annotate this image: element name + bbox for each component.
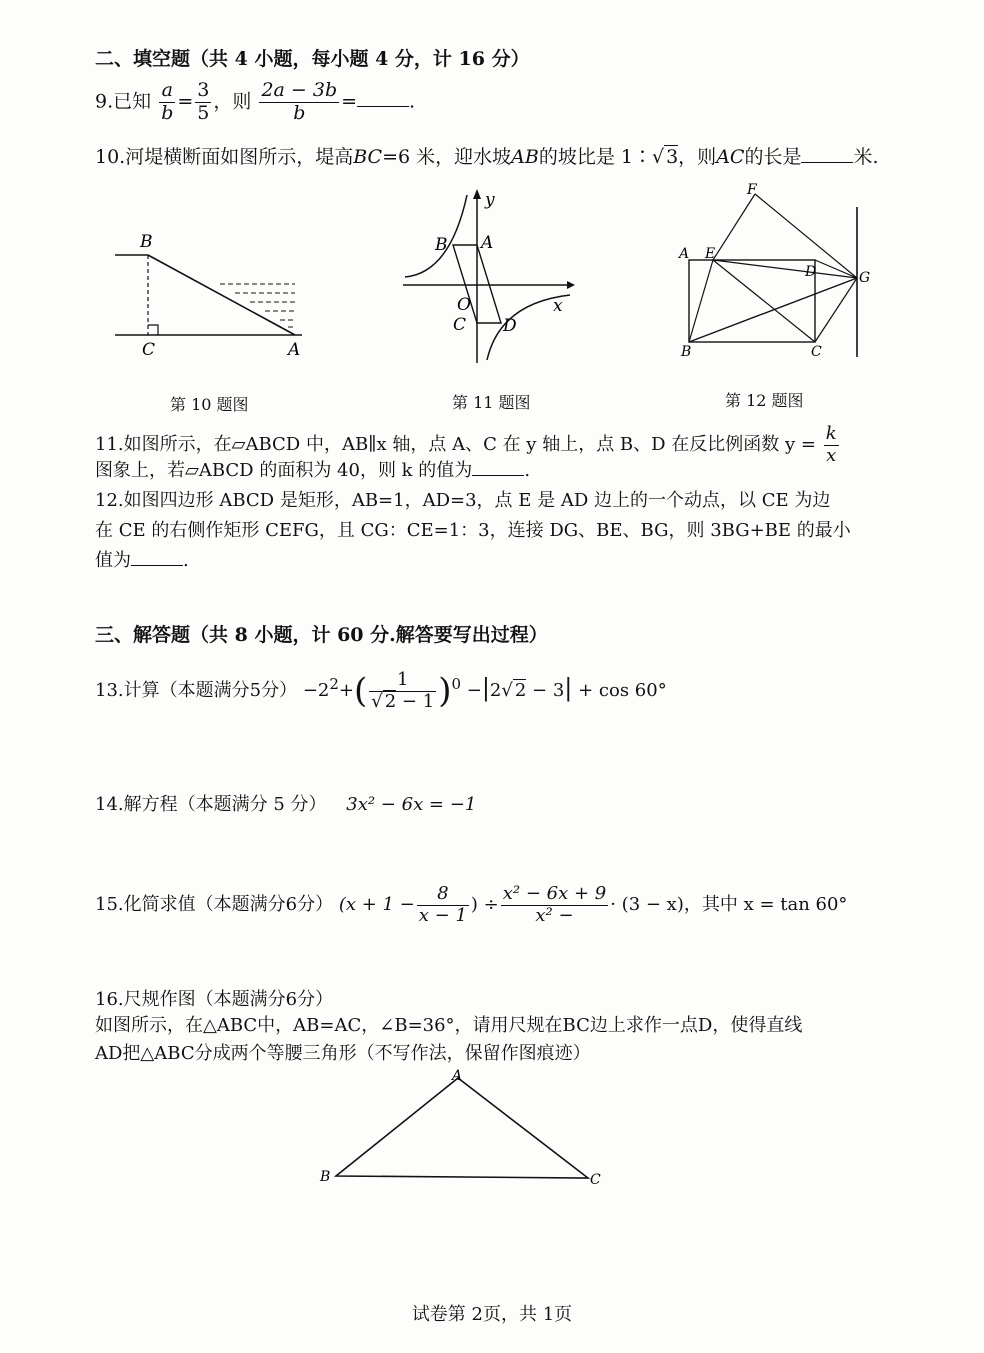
figure-16-triangle	[310, 1060, 620, 1190]
question-14: 14.解方程（本题满分 5 分） 3x² − 6x = −1	[95, 794, 477, 815]
fig11-label-x: x	[553, 296, 563, 316]
figure-11-caption: 第 11 题图	[452, 393, 531, 412]
fig12-label-d: D	[805, 264, 817, 280]
figure-10-caption: 第 10 题图	[170, 395, 249, 414]
q13-fraction: $\frac{1}{√ 2 - 1}$	[371, 669, 435, 712]
question-12-line-1: 12.如图四边形 ABCD 是矩形，AB=1，AD=3，点 E 是 AD 边上的一个动点，以 CE 为边	[95, 490, 831, 511]
q9-fraction-3-5: $\frac{3}{5}$	[197, 79, 210, 124]
q9-fraction-a-b: $\frac{a}{b}$	[161, 79, 174, 124]
section-3-title: 三、解答题（共 8 小题，计 60 分.解答要写出过程）	[95, 624, 548, 646]
q9-label: 9.已知	[95, 90, 152, 113]
fig11-label-a: A	[481, 233, 494, 253]
q15-fraction-1: $\frac{8}{x - 1}$	[418, 883, 467, 926]
q15-fraction-2: $\frac{\text{x² − 6x + 9}}{\text{x² −}}$	[502, 883, 607, 926]
fig11-label-d: D	[503, 316, 517, 336]
fig11-label-c: C	[453, 315, 467, 335]
fig10-label-c: C	[142, 340, 156, 360]
fig10-label-a: A	[288, 340, 301, 360]
figure-12-caption: 第 12 题图	[725, 391, 804, 410]
question-12-line-3: 值为 .	[95, 546, 189, 572]
fig10-label-b: B	[140, 232, 153, 252]
fig12-label-g: G	[859, 270, 871, 286]
fig11-label-o: O	[457, 295, 471, 315]
question-16-label: 16.尺规作图（本题满分6分）	[95, 989, 334, 1010]
question-12-line-2: 在 CE 的右侧作矩形 CEFG，且 CG：CE=1：3，连接 DG、BE、BG，则 3BG+BE 的最小	[95, 520, 851, 541]
question-10: 10.河堤横断面如图所示，堤高BC=6 米，迎水坡AB的坡比是 1∶√ 3，则AC的长是 米.	[95, 142, 879, 169]
question-16-line-1: 如图所示，在△ABC中，AB=AC，∠B=36°，请用尺规在BC边上求作一点D，使得直线	[95, 1015, 803, 1036]
q11-fraction-k-x: $\frac{k}{x}$	[825, 423, 837, 466]
figure-12-rectangles	[675, 182, 875, 372]
q9-answer-blank[interactable]	[357, 87, 409, 107]
fig12-label-e: E	[705, 246, 716, 262]
fig12-label-a: A	[679, 246, 690, 262]
section-2-title: 二、填空题（共 4 小题，每小题 4 分，计 16 分）	[95, 48, 530, 70]
fig12-label-b: B	[681, 344, 692, 360]
fig16-label-c: C	[590, 1172, 601, 1188]
page-footer: 试卷第 2页，共 1页	[411, 1304, 573, 1325]
fig11-label-y: y	[485, 190, 495, 210]
question-11: 11.如图所示，在▱ABCD 中，AB∥x 轴，点 A、C 在 y 轴上，点 B、D 在反比例函数 y = $\frac{k}{x}$	[95, 423, 837, 466]
fig16-label-a: A	[452, 1068, 463, 1084]
q9-fraction-expr: $\frac{2a - 3b}{b}$	[261, 79, 338, 124]
q10-answer-blank[interactable]	[801, 143, 853, 163]
fig12-label-c: C	[811, 344, 822, 360]
fig12-label-f: F	[747, 182, 757, 198]
figure-11-hyperbola	[395, 185, 585, 365]
question-11-line-2: 图象上，若▱ABCD 的面积为 40，则 k 的值为 .	[95, 456, 530, 482]
question-9: 9.已知 $\frac{a}{b}$ = $\frac{3}{5}$ ，则 $\frac{2a - 3b}{b}$ = .	[95, 79, 416, 124]
fig11-label-b: B	[435, 235, 448, 255]
figure-10-dam	[110, 225, 320, 365]
question-13: 13.计算（本题满分5分） $-2^2+$( $\frac{1}{√ 2 - 1}$ )$^0$ −|2√ 2 − 3| + cos 60°	[95, 669, 667, 712]
q12-answer-blank[interactable]	[131, 547, 183, 566]
fig16-label-b: B	[320, 1169, 331, 1185]
question-16-line-2: AD把△ABC分成两个等腰三角形（不写作法，保留作图痕迹）	[95, 1043, 591, 1064]
question-15: 15.化简求值（本题满分6分） (x + 1 − $\frac{8}{x - 1}$ ) ÷ $\frac{\text{x² − 6x + 9}}{\text{x² −}}$ · (3 − x)，其中 x = tan 60°	[95, 883, 848, 926]
q11-answer-blank[interactable]	[472, 457, 524, 476]
